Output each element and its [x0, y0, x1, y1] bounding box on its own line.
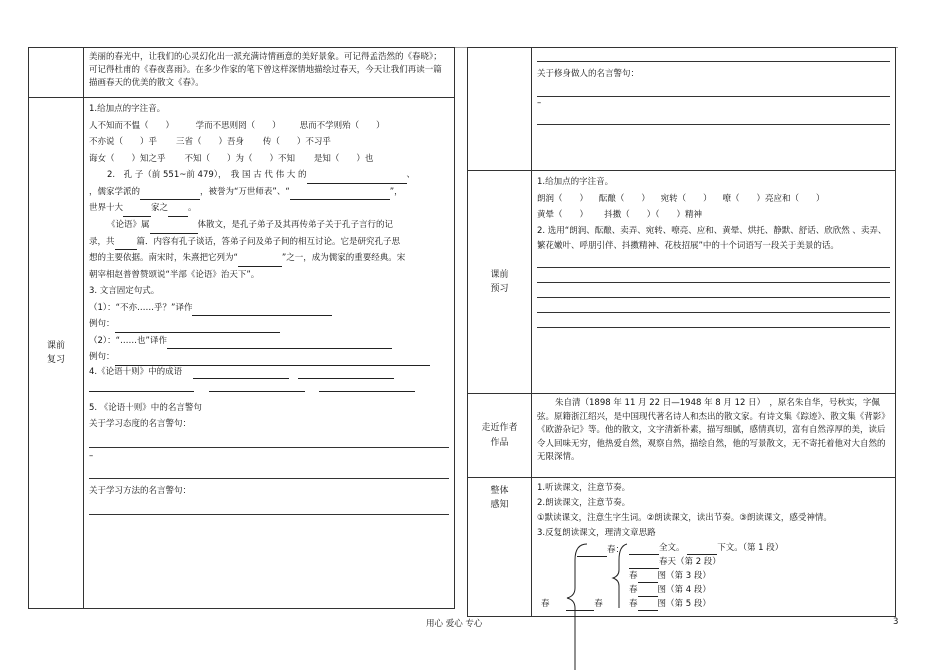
answer-line [89, 433, 449, 448]
q2-para3: 想的主要依据。南宋时，朱熹把它列为“ ”之一，成为儒家的重要经典。宋 [89, 250, 449, 267]
dash: – [537, 97, 542, 108]
q3-b-example: 例句： [89, 349, 449, 366]
author-text: 朱自清（1898 年 11 月 22 日—1948 年 8 月 12 日） ，原名朱自华，号秋实，字佩弦。原籍浙江绍兴，是中国现代著名诗人和杰出的散文家。有诗文集《踪迹》、散文集《背影》《欧游杂记》等。他的散文，文字清新朴素，描写细腻，感情真切，富有自然淳厚的美，读后令人回味无穷，他热爱自然，观察自然，描绘自然，他的写景散文，无不寄托着他对大自然的无限深情。 [537, 398, 890, 463]
q1-title: 1.给加点的字注音。 [89, 104, 166, 114]
preview-label: 课前 预习 [468, 171, 532, 394]
answer-line [89, 500, 449, 515]
answer-line [537, 51, 890, 62]
q3-a-example: 例句： [89, 316, 449, 333]
q1-row1: 人不知而不愠（ ） 学而不思则罔（ ） 思而不学则殆（ ） [89, 120, 385, 131]
answer-line [537, 268, 890, 283]
answer-line [537, 110, 890, 125]
outline-brace [555, 530, 645, 670]
review-section [84, 98, 455, 609]
q2-line2: ，儒家学派的 ，被誉为“万世师表”、“ ”， [89, 184, 449, 201]
author-label: 走近作者 作品 [468, 394, 532, 478]
dash: – [89, 450, 94, 461]
whole-label: 整体 感知 [468, 478, 532, 617]
q2-para4: 朝宰相赵普曾赞颂说“半部《论语》治天下”。 [89, 269, 260, 280]
preview-section [532, 171, 896, 394]
answer-line [537, 313, 890, 328]
intro-paragraph: 美丽的春光中，让我们的心灵幻化出一派充满诗情画意的美好景象。可记得孟浩然的《春晓》；可记得杜甫的《春夜喜雨》。在多少作家的笔下曾这样深情地描绘过春天，今天让我们再读一篇描画春天的优美的散文《春》。 [84, 48, 455, 98]
q1-row2: 不亦说（ ）乎 三省（ ）吾身 传（ ）不习乎 [89, 137, 331, 148]
self-cultivation-label: 关于修身做人的名言警句： [537, 69, 640, 79]
q5-title: 5. 《论语十则》中的名言警句 [89, 402, 202, 413]
w1: 1.听读课文，注意节奏。 [537, 483, 631, 493]
answer-line [537, 253, 890, 268]
w3: 3.反复朗读课文，理清文章思路 [537, 527, 656, 538]
w2: 2.朗读课文，注意节奏。 [537, 497, 631, 508]
answer-line [537, 283, 890, 298]
q3-b: （2）：“……也”译作 [89, 333, 449, 350]
q1-row3: 诲女（ ）知之乎 不知（ ）为（ ）不知 是知（ ）也 [89, 153, 374, 164]
w-steps: ①默读课文，注意生字生词。②朗读课文，读出节奏。③朗读课文，感受神情。 [537, 512, 832, 523]
answer-line [537, 82, 890, 97]
q3-a: （1）：“不亦……乎？”译作 [89, 300, 449, 317]
right-worksheet-table [467, 47, 896, 617]
answer-line [89, 464, 449, 479]
q4-blanks-2 [89, 379, 449, 392]
p2-text: 2. 选用“朗润、酝酿、卖弄、宛转、嘹亮、应和、黄晕、烘托、静默、舒话、欣欣然 、卖弄、繁花嫩叶、呼朋引伴、抖擞精神、花枝招展”中的十个词语写一段关于美景的话。 [537, 225, 887, 251]
page-number: 3 [893, 617, 899, 627]
left-worksheet-table [28, 47, 455, 609]
footer-center: 用心 爱心 专心 [426, 619, 483, 629]
q5-method-label: 关于学习方法的名言警句： [89, 486, 192, 497]
review-label: 课前 复习 [29, 98, 84, 609]
author-section [532, 394, 896, 478]
p1-title: 1.给加点的字注音。 [537, 177, 614, 187]
structure-outline: 春： 全文。 下文。（第 1 段） 春天（第 2 段） 春 图（第 3 段） 春 图（第 4 段） 春 图（第 5 段） 春 春 [537, 541, 890, 613]
p1-row1: 朗润（ ） 酝酿（ ） 宛转（ ） 嘹（ ）亮应和（ ） [537, 193, 825, 204]
q2-line3: 世界十大 家之 。 [89, 200, 449, 217]
q5-study-label: 关于学习态度的名言警句： [89, 419, 192, 430]
q4-title: 4.《论语十则》中的成语 [89, 366, 449, 379]
q2-para2: 录，共 篇．内容有孔子谈话，答弟子问及弟子间的相互讨论。它是研究孔子思 [89, 234, 449, 251]
answer-line [537, 298, 890, 313]
q2-para1: 《论语》属 体散文，是孔子弟子及其再传弟子关于孔子言行的记 [89, 217, 449, 234]
q2-line1: 2. 孔 子（前 551~前 479）， 我 国 古 代 伟 大 的 、 [89, 167, 449, 184]
p1-row2: 黄晕（ ） 抖擞（ ）（ ）精神 [537, 210, 702, 221]
q3-title: 3. 文言固定句式。 [89, 286, 160, 297]
self-cultivation-section [532, 48, 896, 171]
